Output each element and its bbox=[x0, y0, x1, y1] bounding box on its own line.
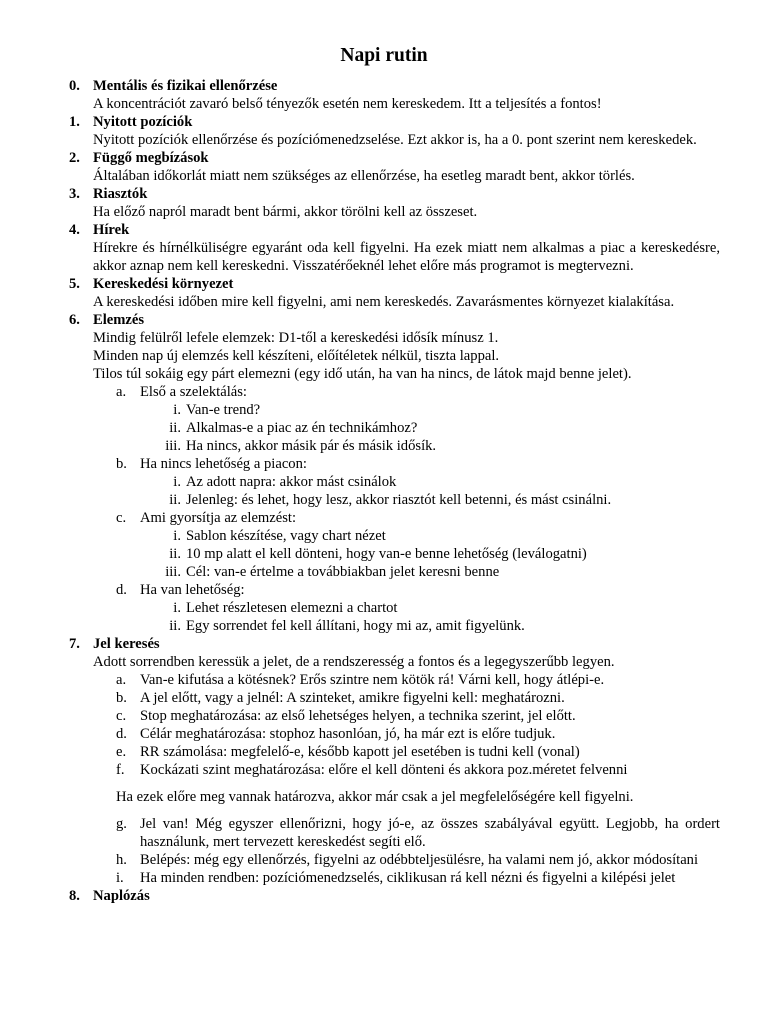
list-item-text: Sablon készítése, vagy chart nézet bbox=[186, 528, 386, 544]
section-paragraph: Mindig felülről lefele elemzek: D1-től a kereskedési idősík mínusz 1. bbox=[93, 330, 499, 346]
section-paragraph: Általában időkorlát miatt nem szükséges az ellenőrzése, ha esetleg maradt bent, akkor törlés. bbox=[93, 168, 635, 184]
list-item bbox=[93, 671, 720, 689]
section-paragraph: A koncentrációt zavaró belső tényezők esetén nem kereskedem. Itt a teljesítés a fontos! bbox=[93, 96, 602, 112]
sub-list-item bbox=[93, 617, 720, 635]
section-number: 3. bbox=[69, 186, 80, 202]
list-item bbox=[93, 761, 720, 779]
section-6 bbox=[69, 311, 720, 635]
section-number: 4. bbox=[69, 222, 80, 238]
list-item-text: Van-e kifutása a kötésnek? Erős szintre nem kötök rá! Várni kell, hogy átlépi-e. bbox=[140, 672, 605, 688]
list-item-text: Stop meghatározása: az első lehetséges helyen, a technika szerint, jel előtt. bbox=[140, 708, 576, 724]
list-marker: e. bbox=[116, 744, 127, 760]
list-item bbox=[93, 383, 720, 401]
list-marker: c. bbox=[116, 510, 127, 526]
list-item bbox=[93, 707, 720, 725]
list-item bbox=[93, 509, 720, 527]
section-heading: Riasztók bbox=[93, 186, 148, 202]
list-marker: h. bbox=[116, 852, 127, 868]
list-item-text: Jel van! Még egyszer ellenőrizni, hogy jó-e, az összes szabályával együtt. Legjobb, ha ordert használunk, mert tervezett kereskedést segíti elő. bbox=[140, 816, 720, 850]
list-item-text: 10 mp alatt el kell dönteni, hogy van-e benne lehetőség (leválogatni) bbox=[186, 546, 587, 562]
list-marker: a. bbox=[116, 384, 127, 400]
section-number: 8. bbox=[69, 888, 80, 904]
list-item-text: Ami gyorsítja az elemzést: bbox=[140, 510, 297, 526]
list-marker: iii. bbox=[165, 564, 181, 580]
list-item-text: Lehet részletesen elemezni a chartot bbox=[186, 600, 398, 616]
list-item bbox=[93, 851, 720, 869]
section-0 bbox=[69, 77, 720, 113]
section-heading: Hírek bbox=[93, 222, 130, 238]
list-marker: c. bbox=[116, 708, 127, 724]
list-item-text: Ha nincs, akkor másik pár és másik idősík. bbox=[186, 438, 437, 454]
section-heading: Függő megbízások bbox=[93, 150, 209, 166]
list-marker: g. bbox=[116, 816, 127, 832]
section-paragraph: Hírekre és hírnélküliségre egyaránt oda kell figyelni. Ha ezek miatt nem alkalmas a piac a kereskedésre, akkor aznap nem kell kereskedni. Visszatérőeknél lehet előre más programot is megtervezni. bbox=[93, 240, 720, 274]
document-body bbox=[69, 77, 720, 905]
list-item-text: Alkalmas-e a piac az én technikámhoz? bbox=[186, 420, 418, 436]
list-marker: i. bbox=[173, 600, 181, 616]
list-marker: b. bbox=[116, 456, 127, 472]
section-paragraph: Ha előző napról maradt bent bármi, akkor törölni kell az összeset. bbox=[93, 204, 478, 220]
list-item-text: Ha van lehetőség: bbox=[140, 582, 245, 598]
sub-list-item bbox=[93, 473, 720, 491]
section-number: 1. bbox=[69, 114, 80, 130]
list-item-text: Jelenleg: és lehet, hogy lesz, akkor riasztót kell betenni, és mást csinálni. bbox=[186, 492, 612, 508]
sub-list-item bbox=[93, 545, 720, 563]
sub-list-item bbox=[93, 419, 720, 437]
section-paragraph: Adott sorrendben keressük a jelet, de a rendszeresség a fontos és a legegyszerűbb legyen. bbox=[93, 654, 615, 670]
list-marker: iii. bbox=[165, 438, 181, 454]
list-item-text: RR számolása: megfelelő-e, később kapott jel esetében is tudni kell (vonal) bbox=[140, 744, 580, 760]
section-1 bbox=[69, 113, 720, 149]
list-item-text: Az adott napra: akkor mást csinálok bbox=[186, 474, 397, 490]
section-2 bbox=[69, 149, 720, 185]
list-marker: ii. bbox=[169, 492, 181, 508]
list-item-text: Egy sorrendet fel kell állítani, hogy mi az, amit figyelünk. bbox=[186, 618, 525, 634]
list-item bbox=[93, 725, 720, 743]
list-item bbox=[93, 581, 720, 599]
list-item-text: Cél: van-e értelme a továbbiakban jelet keresni benne bbox=[186, 564, 500, 580]
list-marker: d. bbox=[116, 726, 127, 742]
section-7 bbox=[69, 635, 720, 887]
list-item-text: Ha nincs lehetőség a piacon: bbox=[140, 456, 307, 472]
section-number: 6. bbox=[69, 312, 80, 328]
list-marker: ii. bbox=[169, 420, 181, 436]
list-item bbox=[93, 689, 720, 707]
section-heading: Nyitott pozíciók bbox=[93, 114, 193, 130]
note-paragraph: Ha ezek előre meg vannak határozva, akkor már csak a jel megfelelőségére kell figyelni. bbox=[116, 789, 634, 805]
list-item-text: Első a szelektálás: bbox=[140, 384, 247, 400]
list-item-text: Van-e trend? bbox=[186, 402, 261, 418]
list-marker: ii. bbox=[169, 618, 181, 634]
list-marker: i. bbox=[116, 870, 124, 886]
section-5 bbox=[69, 275, 720, 311]
sub-list-item bbox=[93, 437, 720, 455]
page-title: Napi rutin bbox=[340, 45, 428, 66]
section-heading: Kereskedési környezet bbox=[93, 276, 234, 292]
section-8 bbox=[69, 887, 720, 905]
section-paragraph: Tilos túl sokáig egy párt elemezni (egy idő után, ha van ha nincs, de látok majd benne jelet). bbox=[93, 366, 632, 382]
list-item bbox=[93, 455, 720, 473]
list-item-text: Belépés: még egy ellenőrzés, figyelni az odébbteljesülésre, ha valami nem jó, akkor módosítani bbox=[140, 852, 699, 868]
list-marker: a. bbox=[116, 672, 127, 688]
list-marker: f. bbox=[116, 762, 125, 778]
sub-list-item bbox=[93, 401, 720, 419]
list-marker: i. bbox=[173, 474, 181, 490]
list-item bbox=[93, 743, 720, 761]
list-marker: b. bbox=[116, 690, 127, 706]
section-heading: Naplózás bbox=[93, 888, 150, 904]
section-heading: Jel keresés bbox=[93, 636, 160, 652]
section-3 bbox=[69, 185, 720, 221]
section-heading: Mentális és fizikai ellenőrzése bbox=[93, 78, 278, 94]
sub-list-item bbox=[93, 563, 720, 581]
sub-list-item bbox=[93, 527, 720, 545]
list-marker: i. bbox=[173, 402, 181, 418]
sub-list-item bbox=[93, 599, 720, 617]
section-number: 0. bbox=[69, 78, 80, 94]
section-4 bbox=[69, 221, 720, 275]
section-number: 2. bbox=[69, 150, 80, 166]
list-item bbox=[93, 815, 720, 851]
list-item bbox=[93, 869, 720, 887]
section-heading: Elemzés bbox=[93, 312, 145, 328]
section-paragraph: Nyitott pozíciók ellenőrzése és pozíciómenedzselése. Ezt akkor is, ha a 0. pont szerint nem kereskedek. bbox=[93, 132, 697, 148]
section-paragraph: A kereskedési időben mire kell figyelni, ami nem kereskedés. Zavarásmentes környezet kialakítása. bbox=[93, 294, 675, 310]
section-number: 5. bbox=[69, 276, 80, 292]
list-item-text: Ha minden rendben: pozíciómenedzselés, ciklikusan rá kell nézni és figyelni a kilépési jelet bbox=[140, 870, 676, 886]
section-number: 7. bbox=[69, 636, 80, 652]
list-item-text: Kockázati szint meghatározása: előre el kell dönteni és akkora poz.méretet felvenni bbox=[140, 762, 628, 778]
list-item-text: Célár meghatározása: stophoz hasonlóan, jó, ha már ezt is előre tudjuk. bbox=[140, 726, 556, 742]
list-item-text: A jel előtt, vagy a jelnél: A szinteket, amikre figyelni kell: meghatározni. bbox=[140, 690, 565, 706]
section-paragraph: Minden nap új elemzés kell készíteni, előítéletek nélkül, tiszta lappal. bbox=[93, 348, 500, 364]
sub-list-item bbox=[93, 491, 720, 509]
list-marker: d. bbox=[116, 582, 127, 598]
list-marker: ii. bbox=[169, 546, 181, 562]
list-marker: i. bbox=[173, 528, 181, 544]
